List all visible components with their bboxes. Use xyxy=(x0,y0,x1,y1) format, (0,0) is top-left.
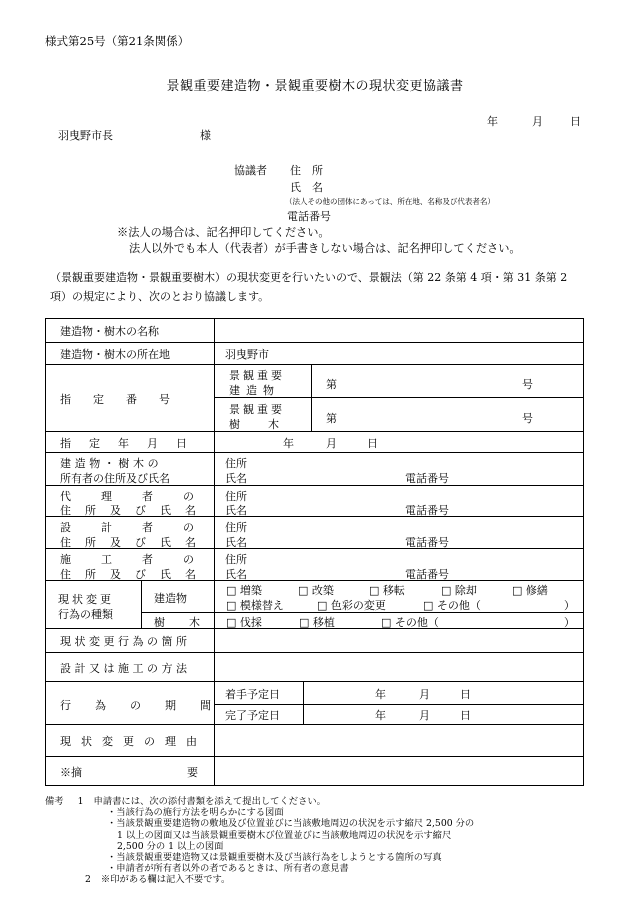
label-owner-2: 所有者の住所及び氏名 xyxy=(60,472,170,485)
option-removal[interactable]: □ 除却 xyxy=(441,584,477,597)
date-day-label: 日 xyxy=(570,115,581,128)
tree-label-1: 景観重要 xyxy=(229,403,285,416)
remark-bullet-1: ・当該行為の施行方法を明らかにする図面 xyxy=(107,807,284,819)
form-number: 様式第25号（第21条関係） xyxy=(45,34,190,48)
seal-notice-2: 法人以外でも本人（代表者）が手書きしない場合は、記名押印してください。 xyxy=(129,242,521,255)
remarks-heading: 備考 xyxy=(45,796,64,807)
checkbox-icon[interactable]: □ xyxy=(441,584,452,597)
label-designer-2: 住所及び氏名 xyxy=(60,536,210,549)
end-date-label: 完了予定日 xyxy=(225,709,280,722)
remark-2: ※印がある欄は記入不要です。 xyxy=(100,874,231,886)
option-tree-other[interactable]: □ その他（ xyxy=(381,616,439,629)
checkbox-icon[interactable]: □ xyxy=(226,616,237,629)
label-builder-1: 施工者の xyxy=(60,553,224,566)
designation-date-month: 月 xyxy=(326,437,337,450)
tree-label-2: 樹木 xyxy=(229,418,307,431)
label-action-place: 現状変更行為の箇所 xyxy=(60,635,191,648)
applicant-phone-label: 電話番号 xyxy=(287,210,331,223)
addressee: 羽曳野市長 xyxy=(58,129,113,142)
seal-notice-1: ※法人の場合は、記名押印してください。 xyxy=(117,226,330,239)
owner-name-label: 氏名 xyxy=(225,472,247,485)
designer-phone-label: 電話番号 xyxy=(405,536,449,549)
applicant-name-label: 氏 名 xyxy=(290,181,323,194)
remark-bullet-2b: 1 以上の図面又は当該景観重要樹木び位置並びに当該敷地周辺の状況を示す縮尺 xyxy=(117,829,452,841)
label-designation-number: 指定番号 xyxy=(60,393,192,406)
checkbox-icon[interactable]: □ xyxy=(317,599,328,612)
option-extension[interactable]: □ 増築 xyxy=(226,584,262,597)
designer-address-label: 住所 xyxy=(225,521,247,534)
applicant-address-label: 住 所 xyxy=(290,164,323,177)
checkbox-icon[interactable]: □ xyxy=(226,599,237,612)
building-dai: 第 xyxy=(326,378,337,391)
agent-address-label: 住所 xyxy=(225,490,247,503)
checkbox-icon[interactable]: □ xyxy=(512,584,523,597)
remark-bullet-4: ・申請者が所有者以外の者であるときは、所有者の意見書 xyxy=(107,863,349,875)
applicant-label: 協議者 xyxy=(234,164,267,177)
label-builder-2: 住所及び氏名 xyxy=(60,568,210,581)
option-relocation[interactable]: □ 移転 xyxy=(369,584,405,597)
option-color-change[interactable]: □ 色彩の変更 xyxy=(317,599,386,612)
label-summary-end: 要 xyxy=(187,766,198,779)
tree-other-close-paren: ） xyxy=(564,616,575,629)
label-kind-1: 現状変更 xyxy=(58,593,114,606)
checkbox-icon[interactable]: □ xyxy=(369,584,380,597)
label-location: 建造物・樹木の所在地 xyxy=(60,348,170,361)
builder-name-label: 氏名 xyxy=(225,568,247,581)
owner-phone-label: 電話番号 xyxy=(405,472,449,485)
location-value: 羽曳野市 xyxy=(225,348,269,361)
label-designation-date: 指定年月日 xyxy=(60,437,205,450)
label-kind-2: 行為の種類 xyxy=(58,608,113,621)
start-month: 月 xyxy=(419,688,430,701)
start-year: 年 xyxy=(375,688,386,701)
document-title: 景観重要建造物・景観重要樹木の現状変更協議書 xyxy=(166,79,464,94)
end-day: 日 xyxy=(460,709,471,722)
option-building-other[interactable]: □ その他（ xyxy=(423,599,481,612)
checkbox-icon[interactable]: □ xyxy=(298,584,309,597)
label-agent-2: 住所及び氏名 xyxy=(60,504,210,517)
end-month: 月 xyxy=(419,709,430,722)
addressee-honorific: 様 xyxy=(200,129,211,142)
remarks xyxy=(45,796,605,886)
label-owner-1: 建造物・樹木の xyxy=(60,457,163,470)
date-month-label: 月 xyxy=(532,115,543,128)
designation-date-day: 日 xyxy=(367,437,378,450)
option-felling[interactable]: □ 伐採 xyxy=(226,616,262,629)
building-label-1: 景観重要 xyxy=(229,369,285,382)
label-reason: 現状変更の理由 xyxy=(60,735,207,748)
tree-go: 号 xyxy=(522,412,533,425)
label-kind-building: 建造物 xyxy=(154,592,187,605)
designer-name-label: 氏名 xyxy=(225,536,247,549)
checkbox-icon[interactable]: □ xyxy=(226,584,237,597)
remark-1: 申請書には、次の添付書類を添えて提出してください。 xyxy=(93,796,326,807)
remark-bullet-2a: ・当該景観重要建造物の敷地及び位置並びに当該敷地周辺の状況を示す縮尺 2,500 分の xyxy=(107,818,475,830)
checkbox-icon[interactable]: □ xyxy=(423,599,434,612)
owner-address-label: 住所 xyxy=(225,457,247,470)
remark-bullet-2c: 2,500 分の 1 以上の図面 xyxy=(117,840,224,852)
label-designer-1: 設計者の xyxy=(60,521,224,534)
agent-phone-label: 電話番号 xyxy=(405,504,449,517)
remark-2-number: 2 xyxy=(85,874,91,886)
tree-dai: 第 xyxy=(326,412,337,425)
option-remodel[interactable]: □ 模様替え xyxy=(226,599,284,612)
option-renovation[interactable]: □ 改築 xyxy=(298,584,334,597)
option-repair[interactable]: □ 修繕 xyxy=(512,584,548,597)
start-day: 日 xyxy=(460,688,471,701)
end-year: 年 xyxy=(375,709,386,722)
intro-paragraph: （景観重要建造物・景観重要樹木）の現状変更を行いたいので、景観法（第 22 条第 4 項・第 31 条第 2 項）の規定により、次のとおり協議します。 xyxy=(50,271,568,303)
label-name: 建造物・樹木の名称 xyxy=(60,325,159,338)
checkbox-icon[interactable]: □ xyxy=(381,616,392,629)
building-label-2: 建造物 xyxy=(229,384,280,397)
builder-address-label: 住所 xyxy=(225,553,247,566)
label-method: 設計又は施工の方法 xyxy=(60,662,191,675)
label-summary-mark: ※摘 xyxy=(60,766,82,779)
building-go: 号 xyxy=(522,378,533,391)
checkbox-icon[interactable]: □ xyxy=(299,616,310,629)
remark-1-number: 1 xyxy=(77,796,84,807)
designation-date-year: 年 xyxy=(283,437,294,450)
remark-bullet-3: ・当該景観重要建造物又は景観重要樹木及び当該行為をしようとする箇所の写真 xyxy=(107,852,442,864)
label-kind-tree: 樹木 xyxy=(154,616,224,629)
builder-phone-label: 電話番号 xyxy=(405,568,449,581)
agent-name-label: 氏名 xyxy=(225,504,247,517)
option-transplant[interactable]: □ 移植 xyxy=(299,616,335,629)
date-year-label: 年 xyxy=(487,115,498,128)
building-other-close-paren: ） xyxy=(564,599,575,612)
label-agent-1: 代理者の xyxy=(60,490,224,503)
corporate-note: （法人その他の団体にあっては、所在地、名称及び代表者名） xyxy=(285,197,495,206)
label-period: 行為の期間 xyxy=(60,699,235,712)
start-date-label: 着手予定日 xyxy=(225,688,280,701)
